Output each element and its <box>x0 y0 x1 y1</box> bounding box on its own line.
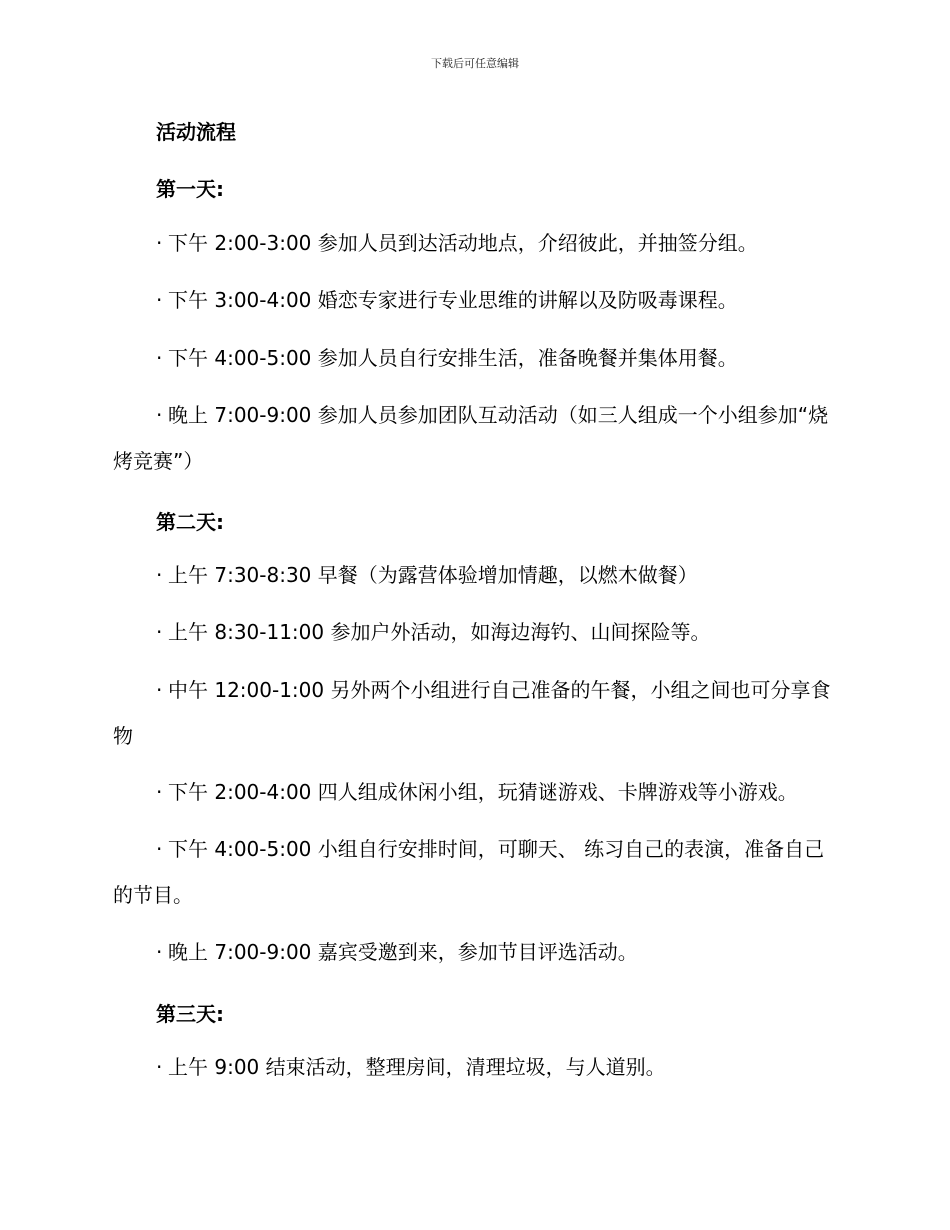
bullet-icon: · <box>156 1055 163 1079</box>
schedule-item-text: 中午 12:00-1:00 另外两个小组进行自己准备的午餐，小组之间也可分享食物 <box>113 678 831 748</box>
bullet-icon: · <box>156 837 163 861</box>
schedule-item <box>113 667 835 759</box>
bullet-icon: · <box>156 231 163 255</box>
schedule-item-text: 下午 3:00-4:00 婚恋专家进行专业思维的讲解以及防吸毒课程。 <box>168 288 738 312</box>
schedule-item-text: 上午 8:30-11:00 参加户外活动，如海边海钓、山间探险等。 <box>168 620 711 644</box>
schedule-item <box>113 220 835 266</box>
schedule-item-text: 上午 9:00 结束活动，整理房间，清理垃圾，与人道别。 <box>168 1055 666 1079</box>
schedule-item-text: 下午 4:00-5:00 小组自行安排时间，可聊天、 练习自己的表演，准备自己的节目。 <box>113 837 825 907</box>
schedule-item-text: 下午 2:00-4:00 四人组成休闲小组，玩猜谜游戏、卡牌游戏等小游戏。 <box>168 780 798 804</box>
schedule-item <box>113 277 835 323</box>
schedule-item-text: 晚上 7:00-9:00 参加人员参加团队互动活动（如三人组成一个小组参加“烧烤竞赛”） <box>113 403 829 473</box>
day-1-heading: 第一天: <box>156 177 224 201</box>
bullet-icon: · <box>156 780 163 804</box>
day-2-heading: 第二天: <box>156 510 224 534</box>
schedule-item-text: 下午 2:00-3:00 参加人员到达活动地点，介绍彼此，并抽签分组。 <box>168 231 758 255</box>
bullet-icon: · <box>156 288 163 312</box>
schedule-item <box>113 1044 835 1090</box>
schedule-item <box>113 392 835 484</box>
schedule-item <box>113 609 835 655</box>
schedule-item-text: 上午 7:30-8:30 早餐（为露营体验增加情趣，以燃木做餐） <box>168 563 698 587</box>
bullet-icon: · <box>156 563 163 587</box>
bullet-icon: · <box>156 403 163 427</box>
day-3-heading: 第三天: <box>156 1002 224 1026</box>
bullet-icon: · <box>156 620 163 644</box>
bullet-icon: · <box>156 940 163 964</box>
schedule-item <box>113 929 835 975</box>
schedule-item-text: 晚上 7:00-9:00 嘉宾受邀到来，参加节目评选活动。 <box>168 940 638 964</box>
schedule-item-text: 下午 4:00-5:00 参加人员自行安排生活，准备晚餐并集体用餐。 <box>168 346 738 370</box>
schedule-item <box>113 335 835 381</box>
bullet-icon: · <box>156 678 163 702</box>
document-title: 活动流程 <box>156 120 236 144</box>
schedule-item <box>113 826 835 918</box>
header-note: 下载后可任意编辑 <box>431 57 519 70</box>
bullet-icon: · <box>156 346 163 370</box>
schedule-item <box>113 769 835 815</box>
schedule-item <box>113 552 835 598</box>
